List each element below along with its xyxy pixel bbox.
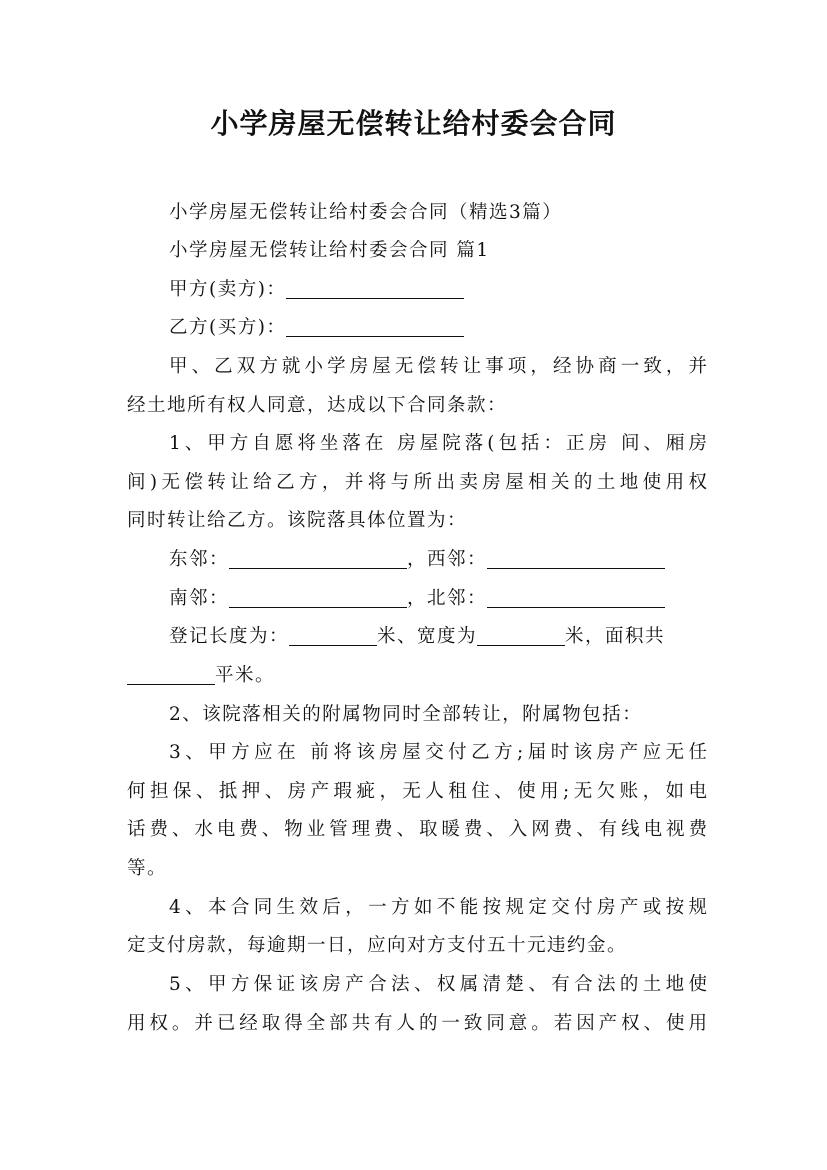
intro-line-2: 经土地所有权人同意，达成以下合同条款：	[127, 395, 508, 416]
sqm-label: 平米。	[215, 665, 276, 686]
clause3-line-1: 3、甲方应在 前将该房屋交付乙方;届时该房产应无任	[169, 742, 707, 763]
east-blank	[229, 548, 407, 569]
document-subtitle: 小学房屋无偿转让给村委会合同（精选3篇）	[169, 202, 563, 223]
clause3-line-3: 话费、水电费、物业管理费、取暖费、入网费、有线电视费	[127, 819, 707, 840]
clause5-line-1: 5、甲方保证该房产合法、权属清楚、有合法的土地使	[169, 974, 707, 995]
area-line	[169, 623, 749, 651]
intro-line-1: 甲、乙双方就小学房屋无偿转让事项，经协商一致，并	[169, 356, 707, 377]
party-a-blank	[286, 278, 464, 299]
east-label: 东邻：	[169, 549, 230, 570]
party-b-line	[169, 314, 749, 342]
width-label: 米、宽度为	[377, 626, 478, 647]
length-blank	[289, 625, 377, 646]
total-area-label: 米，面积共	[565, 626, 666, 647]
area-line-2	[127, 662, 707, 690]
clause1-line-3: 同时转让给乙方。该院落具体位置为：	[127, 510, 468, 531]
party-a-line	[169, 276, 749, 304]
clause5-line-2: 用权。并已经取得全部共有人的一致同意。若因产权、使用	[127, 1013, 707, 1034]
document-title: 小学房屋无偿转让给村委会合同	[210, 107, 617, 140]
clause2: 2、该院落相关的附属物同时全部转让，附属物包括：	[169, 704, 643, 725]
south-north-line	[169, 585, 749, 613]
west-blank	[487, 548, 665, 569]
clause1-line-1: 1、甲方自愿将坐落在 房屋院落(包括：正房 间、厢房	[169, 433, 707, 454]
clause3-line-2: 何担保、抵押、房产瑕疵，无人租住、使用;无欠账，如电	[127, 781, 707, 802]
north-blank	[487, 587, 665, 608]
party-b-blank	[286, 316, 464, 337]
party-a-label: 甲方(卖方)：	[169, 279, 287, 300]
separator: ，	[407, 549, 428, 570]
section-heading: 小学房屋无偿转让给村委会合同 篇1	[169, 240, 490, 261]
west-label: 西邻：	[427, 549, 488, 570]
south-label: 南邻：	[169, 588, 230, 609]
area-blank	[127, 664, 215, 685]
separator: ，	[407, 588, 428, 609]
clause4-line-2: 定支付房款，每逾期一日，应向对方支付五十元违约金。	[127, 935, 628, 956]
party-b-label: 乙方(买方)：	[169, 317, 287, 338]
clause1-line-2: 间)无偿转让给乙方，并将与所出卖房屋相关的土地使用权	[127, 472, 707, 493]
clause4-line-1: 4、本合同生效后，一方如不能按规定交付房产或按规	[169, 897, 707, 918]
width-blank	[477, 625, 565, 646]
north-label: 北邻：	[427, 588, 488, 609]
clause3-line-4: 等。	[127, 858, 168, 879]
south-blank	[229, 587, 407, 608]
east-west-line	[169, 546, 749, 574]
reg-length-label: 登记长度为：	[169, 626, 290, 647]
